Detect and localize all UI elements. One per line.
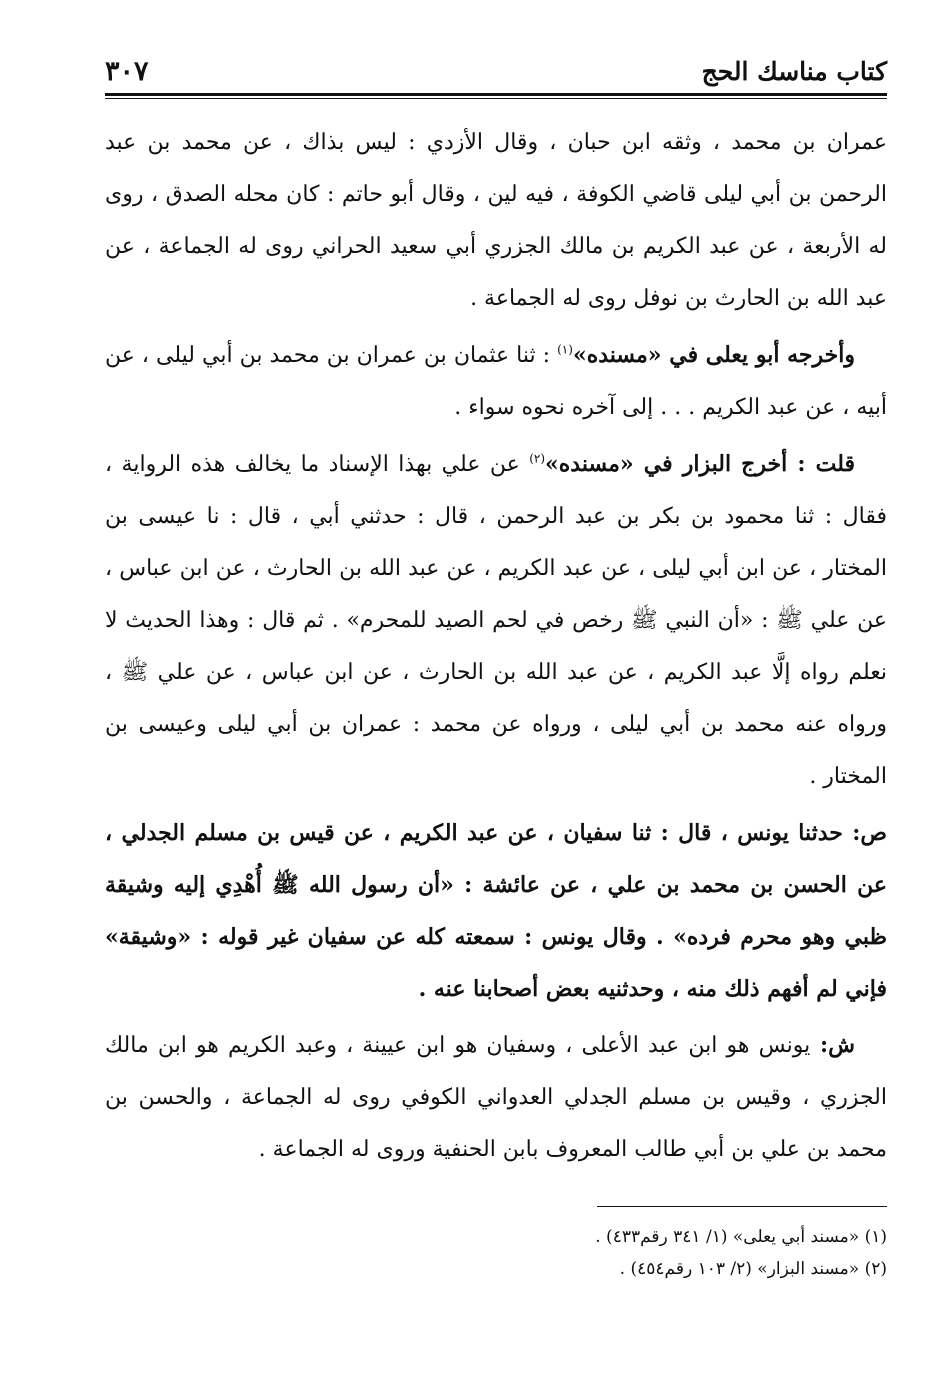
paragraph-narrators <box>105 117 887 325</box>
paragraph-text: عمران بن محمد ، وثقه ابن حبان ، وقال الأزدي : ليس بذاك ، عن محمد بن عبد الرحمن بن أبي ليلى قاضي الكوفة ، فيه لين ، وقال أبو حاتم : كان محله الصدق ، روى له الأربعة ، عن عبد الكريم بن مالك الجزري أبي سعيد الحراني روى له الجماعة ، عن عبد الله بن الحارث بن نوفل روى له الجماعة . <box>105 130 887 311</box>
footnote-ref-1: (١) <box>557 342 573 357</box>
footnote-2: (٢) «مسند البزار» (٢/ ١٠٣ رقم٤٥٤) . <box>619 1259 887 1279</box>
paragraph-text: حدثنا يونس ، قال : ثنا سفيان ، عن عبد الكريم ، عن قيس بن مسلم الجدلي ، عن الحسن بن محمد بن علي ، عن عائشة : «أن رسول الله ﷺ أُهْدِي إليه وشيقة ظبي وهو محرم فرده» . وقال يونس : سمعته كله عن سفيان غير قوله : «وشيقة» فإني لم أفهم ذلك منه ، وحدثنيه بعض أصحابنا عنه . <box>105 820 887 1002</box>
page-header <box>105 48 887 88</box>
paragraph-lead: قلت : أخرج البزار في «مسنده» <box>545 451 855 477</box>
paragraph-text: يونس هو ابن عبد الأعلى ، وسفيان هو ابن عيينة ، وعبد الكريم هو ابن مالك الجزري ، وقيس بن مسلم الجدلي العدواني الكوفي روى له الجماعة ، والحسن بن محمد بن علي بن أبي طالب المعروف بابن الحنفية وروى له الجماعة . <box>105 1033 887 1162</box>
page-number: ٣٠٧ <box>105 56 149 87</box>
paragraph-lead: ص: <box>842 820 887 846</box>
paragraph-bazzar <box>105 438 887 803</box>
body-text <box>105 117 887 1176</box>
book-page <box>105 48 887 1285</box>
header-rule <box>105 93 887 99</box>
footnote-ref-2: (٢) <box>529 451 546 466</box>
footnote-divider <box>597 1206 887 1207</box>
paragraph-hadith <box>105 807 887 1015</box>
paragraph-lead: ش: <box>810 1032 855 1058</box>
paragraph-abu-yala <box>105 329 887 434</box>
footnotes <box>105 1221 887 1285</box>
paragraph-commentary <box>105 1019 887 1176</box>
running-title: كتاب مناسك الحج <box>701 57 887 86</box>
paragraph-text: عن علي بهذا الإسناد ما يخالف هذه الرواية ، فقال : ثنا محمود بن بكر بن عبد الرحمن ، قال : حدثني أبي ، قال : نا عيسى بن المختار ، عن ابن أبي ليلى ، عن عبد الكريم ، عن عبد الله بن الحارث ، عن ابن عباس ، عن علي ﷺ : «أن النبي ﷺ رخص في لحم الصيد للمحرم» . ثم قال : وهذا الحديث لا نعلم رواه إلَّا عبد الكريم ، عن عبد الله بن الحارث ، عن ابن عباس ، عن علي ﷺ ، ورواه عنه محمد بن أبي ليلى ، ورواه عن محمد : عمران بن أبي ليلى وعيسى بن المختار . <box>105 452 887 789</box>
paragraph-lead: وأخرجه أبو يعلى في «مسنده» <box>572 342 855 368</box>
footnote-1: (١) «مسند أبي يعلى» (١/ ٣٤١ رقم٤٣٣) . <box>595 1227 887 1247</box>
paragraph-text: : ثنا عثمان بن عمران بن محمد بن أبي ليلى ، عن أبيه ، عن عبد الكريم . . . إلى آخره نحوه سواء . <box>105 343 887 420</box>
